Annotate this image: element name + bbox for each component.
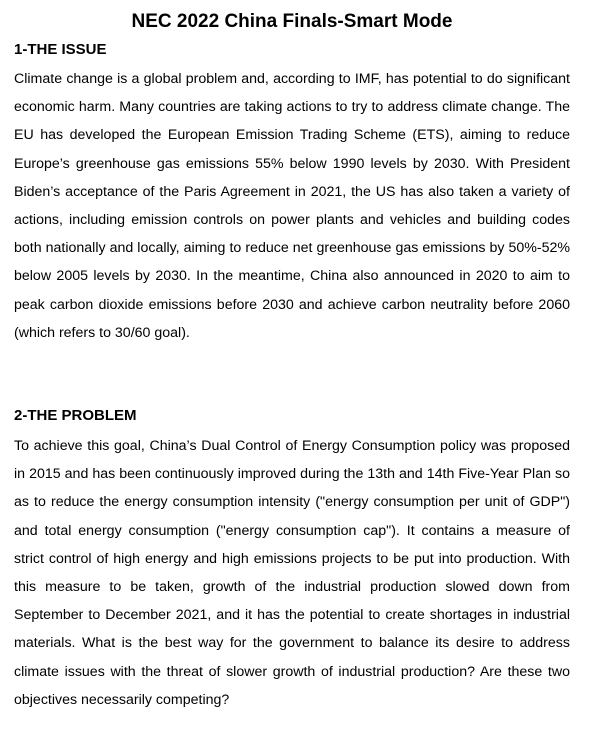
section-heading-issue: 1-THE ISSUE <box>14 41 107 58</box>
section-body-issue: Climate change is a global problem and, according to IMF, has potential to do significant economic harm. Many countries are taking actions to try to address climate change. The EU has developed the European Emission Trading Scheme (ETS), aiming to reduce Europe’s greenhouse gas emissions 55% below 1990 levels by 2030. With President Biden’s acceptance of the Paris Agreement in 2021, the US has also taken a variety of actions, including emission controls on power plants and vehicles and building codes both nationally and locally, aiming to reduce net greenhouse gas emissions by 50%-52% below 2005 levels by 2030. In the meantime, China also announced in 2020 to aim to peak carbon dioxide emissions before 2030 and achieve carbon neutrality before 2060 (which refers to 30/60 goal). <box>14 71 570 341</box>
section-body-problem: To achieve this goal, China’s Dual Control of Energy Consumption policy was proposed in 2015 and has been continuously improved during the 13th and 14th Five-Year Plan so as to reduce the energy consumption intensity ("energy consumption per unit of GDP") and total energy consumption ("energy consumption cap"). It contains a measure of strict control of high energy and high emissions projects to be put into production. With this measure to be taken, growth of the industrial production slowed down from September to December 2021, and it has the potential to create shortages in industrial materials. What is the best way for the government to balance its desire to address climate issues with the threat of slower growth of industrial production? Are these two objectives necessarily competing? <box>14 438 570 708</box>
section-heading-problem: 2-THE PROBLEM <box>14 407 137 424</box>
document-title: NEC 2022 China Finals-Smart Mode <box>131 11 453 32</box>
